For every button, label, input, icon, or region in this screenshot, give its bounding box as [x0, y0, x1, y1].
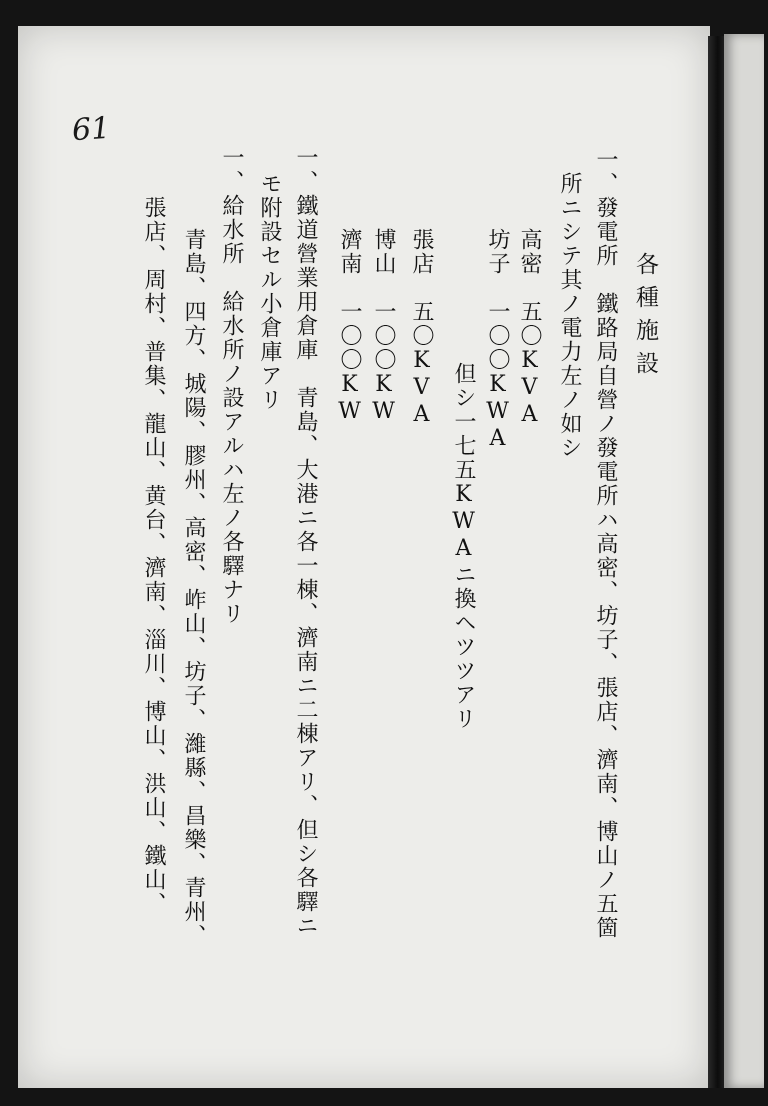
- text-column-12: 青島、四方、城陽、膠州、高密、岞山、坊子、濰縣、昌樂、青州、: [181, 228, 206, 948]
- text-column-2: 所ニシテ其ノ電力左ノ如シ: [557, 172, 582, 460]
- text-column-11: 一、給水所 給水所ノ設アルハ左ノ各驛ナリ: [219, 146, 244, 626]
- page-number: 61: [70, 110, 112, 149]
- text-column-10: モ附設セル小倉庫アリ: [257, 172, 282, 412]
- text-column-7: 博山 一〇〇KW: [371, 228, 396, 426]
- text-column-5: 但シ一七五KWAニ換ヘツツアリ: [451, 362, 476, 731]
- text-column-1: 一、發電所 鐵路局自營ノ發電所ハ高密、坊子、張店、濟南、博山ノ五箇: [593, 148, 618, 940]
- book-spine: [708, 36, 724, 1088]
- next-page-edge: [724, 34, 764, 1088]
- text-column-8: 濟南 一〇〇KW: [337, 228, 362, 426]
- text-column-3: 高密 五〇KVA: [517, 228, 542, 429]
- section-title: 各種施設: [632, 252, 658, 384]
- text-column-9: 一、鐵道營業用倉庫 青島、大港ニ各一棟、濟南ニ二棟アリ、但シ各驛ニ: [293, 146, 318, 938]
- text-column-6: 張店 五〇KVA: [409, 228, 434, 429]
- text-column-13: 張店、周村、普集、龍山、黄台、濟南、淄川、博山、洪山、鐵山、: [141, 196, 166, 916]
- text-column-4: 坊子 一〇〇KWA: [485, 228, 510, 453]
